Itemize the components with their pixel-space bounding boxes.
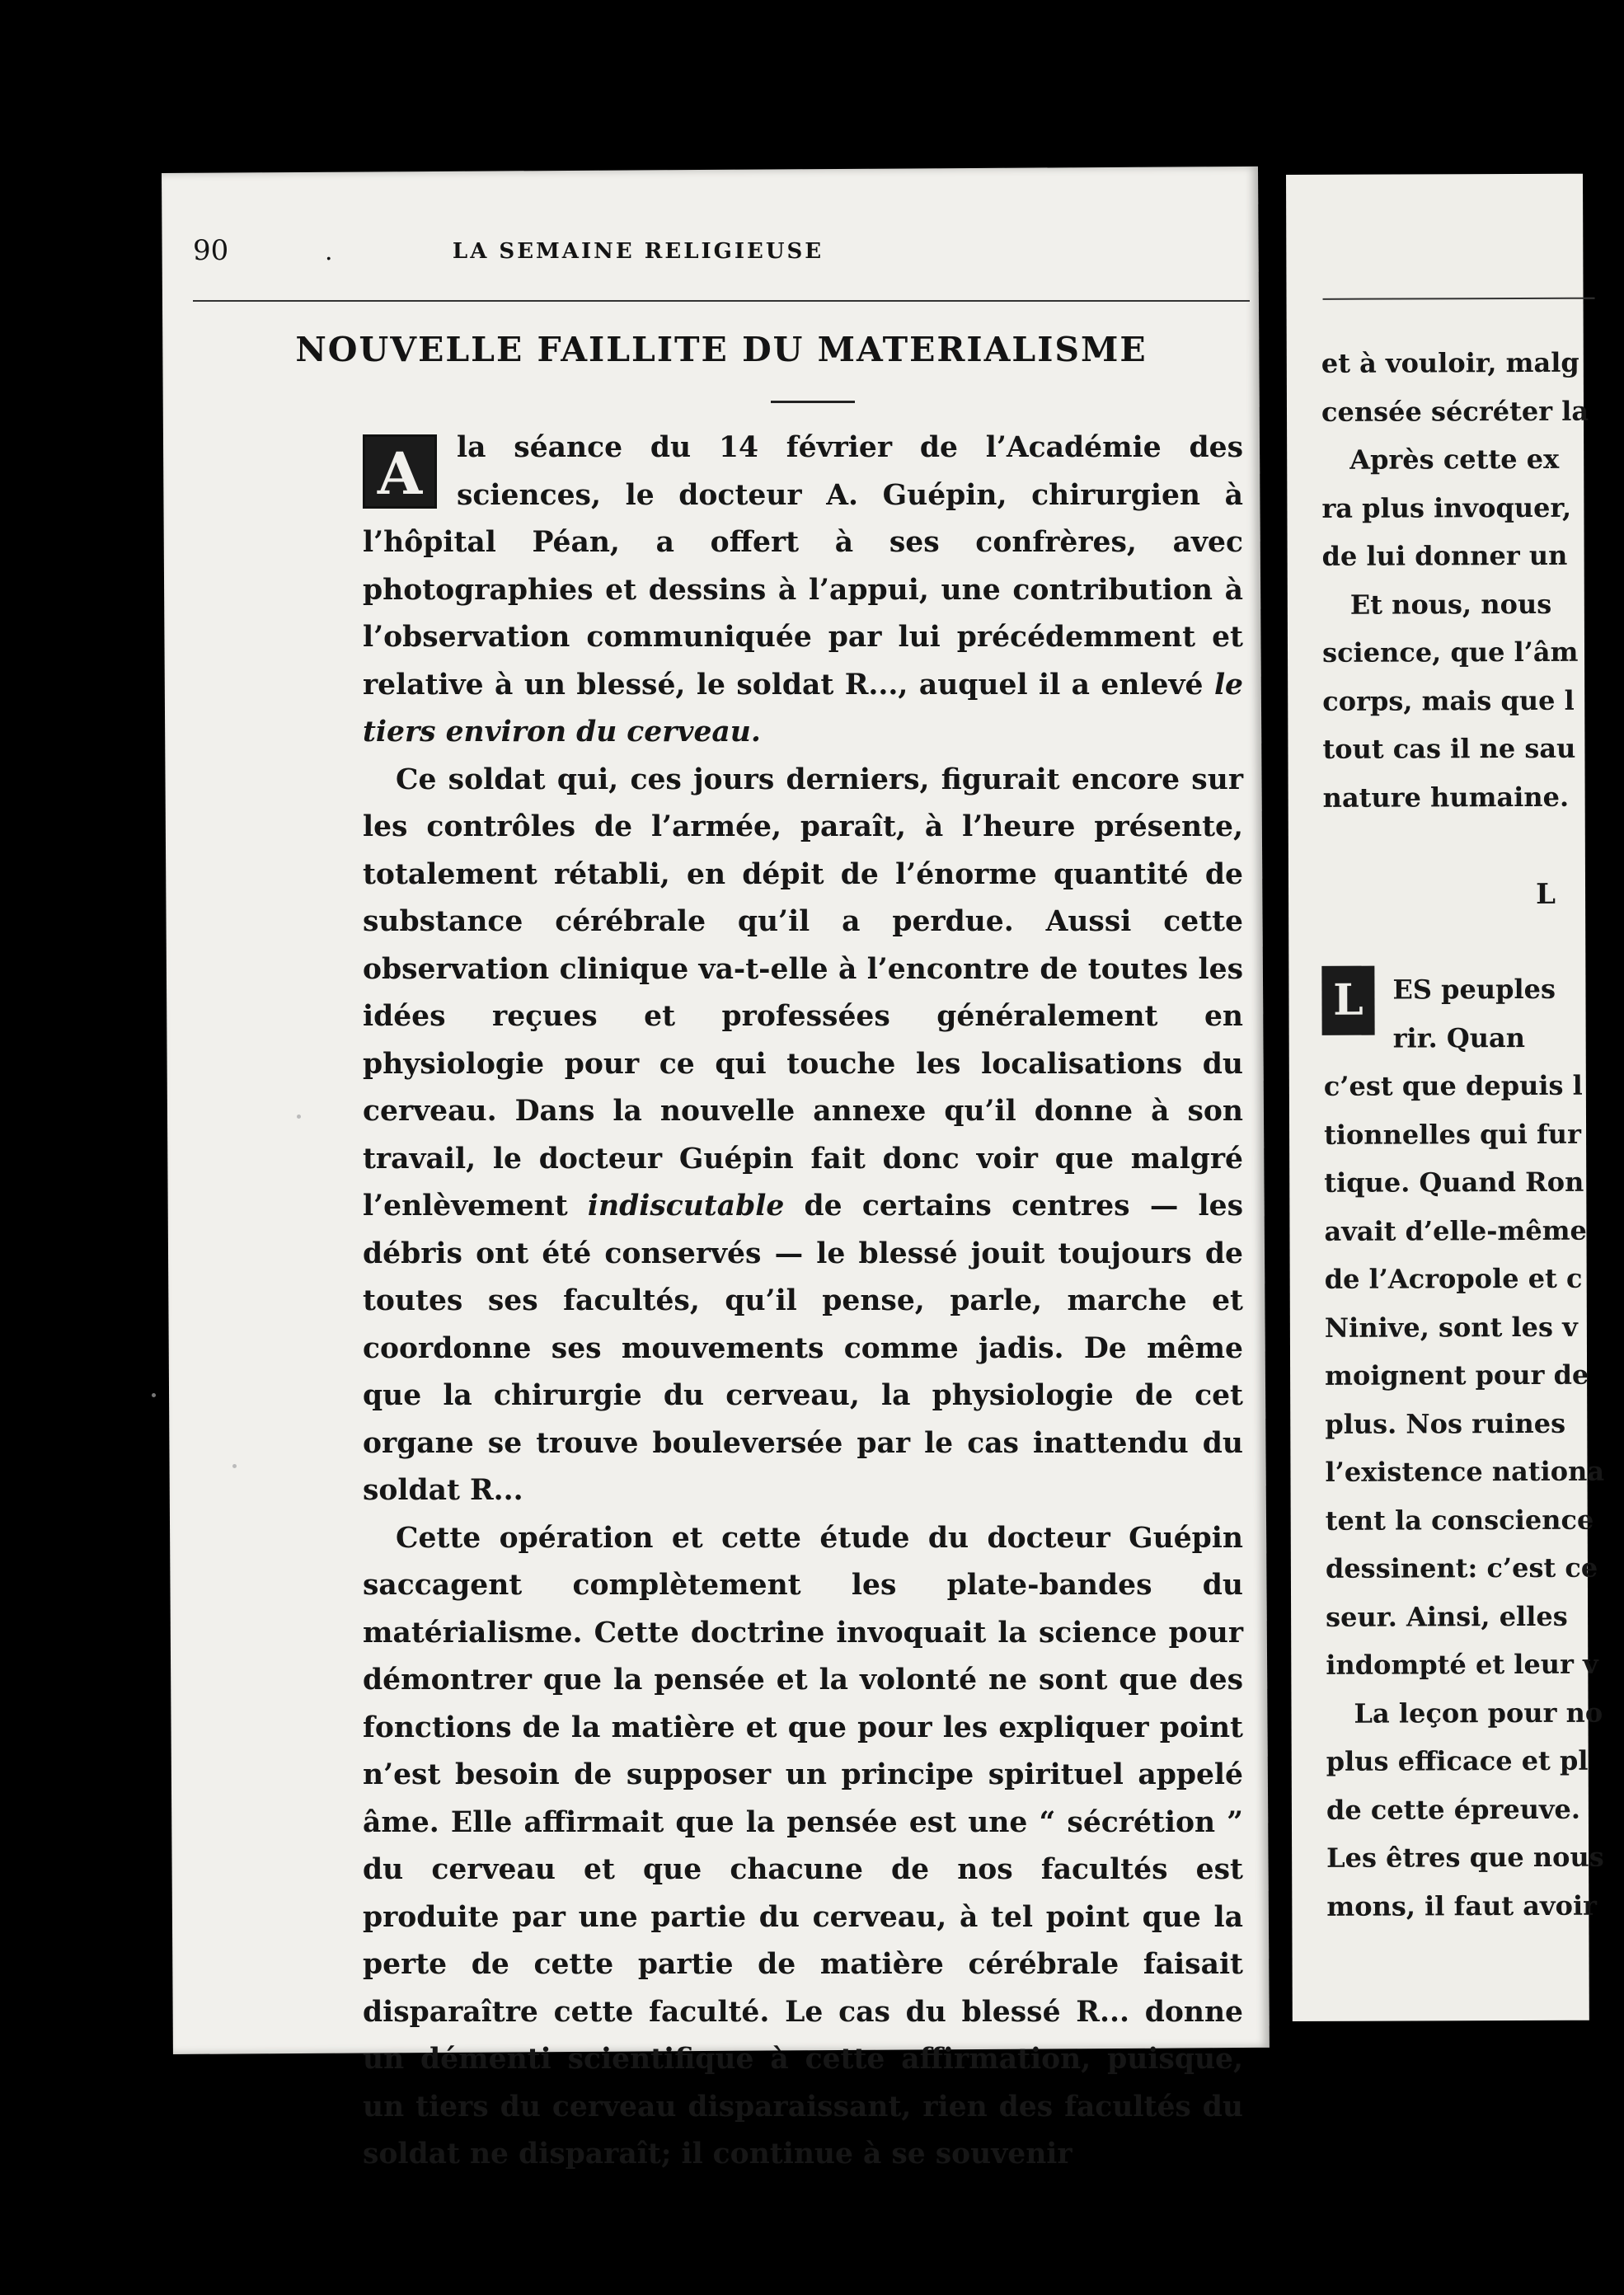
right-line: c’est que depuis l xyxy=(1323,1069,1583,1102)
right-line: de l’Acropole et c xyxy=(1324,1262,1583,1295)
right-line: mons, il faut avoir xyxy=(1326,1889,1597,1922)
header-rule xyxy=(193,300,1250,302)
dropcap: A xyxy=(363,434,437,509)
right-line: plus efficace et pl xyxy=(1326,1744,1589,1777)
right-line: avait d’elle-même xyxy=(1324,1214,1587,1247)
right-line: de cette épreuve. xyxy=(1326,1793,1581,1826)
paragraph-2 xyxy=(363,757,1243,1515)
right-line: science, que l’âm xyxy=(1321,636,1579,669)
paragraph-1 xyxy=(363,425,1243,757)
right-page-content xyxy=(1286,174,1605,2021)
right-line: tique. Quand Ron xyxy=(1324,1166,1584,1199)
right-line: moignent pour de xyxy=(1325,1359,1589,1392)
right-header-rule xyxy=(1323,298,1595,300)
right-line: et à vouloir, malg xyxy=(1321,346,1579,379)
dust-speck xyxy=(297,1115,301,1119)
right-line: censée sécréter la xyxy=(1321,395,1589,428)
right-line: Après cette ex xyxy=(1349,443,1560,476)
right-line: de lui donner un xyxy=(1321,539,1568,572)
right-line: corps, mais que l xyxy=(1322,684,1575,717)
right-line: plus. Nos ruines xyxy=(1325,1407,1566,1440)
title-rule xyxy=(771,401,855,403)
right-line: seur. Ainsi, elles xyxy=(1326,1600,1568,1633)
right-line: Ninive, sont les v xyxy=(1324,1311,1578,1344)
dust-speck xyxy=(152,1393,156,1397)
right-line: nature humaine. xyxy=(1322,781,1570,814)
right-line: ra plus invoquer, xyxy=(1321,491,1572,524)
right-page-text-bottom xyxy=(1323,965,1623,1931)
right-line: tionnelles qui fur xyxy=(1323,1118,1581,1151)
paragraph-2-text-b: de certains centres — les débris ont été conservés — le blessé jouit toujours de toutes ses facultés, qu’il pense, parle, marche et coordonne ses mouvements comme jadis. De même que la chirurgie du cerveau, la physiologie de cet organe se trouve bouleversée par le cas inattendu du soldat R... xyxy=(363,1190,1244,1507)
page-header xyxy=(193,234,1250,284)
article-title: NOUVELLE FAILLITE DU MATERIALISME xyxy=(295,330,1148,369)
right-line: La leçon pour no xyxy=(1354,1697,1603,1729)
right-line: rir. Quan xyxy=(1392,1021,1526,1054)
right-line: indompté et leur v xyxy=(1326,1648,1598,1681)
right-section-heading: L xyxy=(1535,877,1558,911)
right-page-text-top xyxy=(1321,339,1620,822)
right-line: l’existence nationa xyxy=(1325,1455,1605,1488)
right-page xyxy=(1286,174,1605,2021)
paragraph-1-text: la séance du 14 février de l’Académie des sciences, le docteur A. Guépin, chirurgien à l’hôpital Péan, a offert à ses confrères, avec photographies et dessins à l’appui, une contribution à l’observation communiquée par lui précédemment et relative à un blessé, le soldat R..., auquel il a enlevé xyxy=(363,431,1243,702)
right-line: tout cas il ne sau xyxy=(1322,732,1576,765)
paragraph-1-italic: le tiers environ du cerveau. xyxy=(363,668,1243,749)
paragraph-2-text-a: Ce soldat qui, ces jours derniers, figurait encore sur les contrôles de l’armée, paraît, à l’heure présente, totalement rétabli, en dépit de l’énorme quantité de substance cérébrale qu’il a perdue. Aussi cette observation clinique va-t-elle à l’encontre de toutes les idées reçues et professées généralement en physiologie pour ce qui touche les localisations du cerveau. Dans la nouvelle annexe qu’il donne à son travail, le docteur Guépin fait donc voir que malgré l’enlèvement xyxy=(363,763,1243,1223)
right-line: Les êtres que nous xyxy=(1326,1841,1604,1874)
page-number: 90 xyxy=(193,234,229,267)
running-title: LA SEMAINE RELIGIEUSE xyxy=(452,239,824,264)
right-dropcap: L xyxy=(1321,966,1374,1035)
header-dot: . xyxy=(325,237,333,266)
right-line: dessinent: c’est ce xyxy=(1325,1551,1598,1584)
right-line: tent la conscience xyxy=(1325,1504,1594,1537)
paragraph-2-italic: indiscutable xyxy=(587,1190,785,1223)
right-line: ES peuples xyxy=(1392,973,1556,1006)
article-body xyxy=(363,425,1243,2179)
right-line: Et nous, nous xyxy=(1349,588,1552,621)
paragraph-3: Cette opération et cette étude du docteur Guépin saccagent complètement les plate-bandes du matérialisme. Cette doctrine invoquait la science pour démontrer que la pensée et la volonté ne sont que des fonctions de la matière et que pour les expliquer point n’est besoin de supposer un principe spirituel appelé âme. Elle affirmait que la pensée est une “ sécrétion ” du cerveau et que chacune de nos facultés est produite par une partie du cerveau, à tel point que la perte de cette partie de matière cérébrale faisait disparaître cette faculté. Le cas du blessé R... donne un démenti scientifique à cette affirmation, puisque, un tiers du cerveau disparaissant, rien des facultés du soldat ne disparaît; il continue à se souvenir xyxy=(363,1521,1243,2171)
dust-speck xyxy=(232,1464,237,1468)
